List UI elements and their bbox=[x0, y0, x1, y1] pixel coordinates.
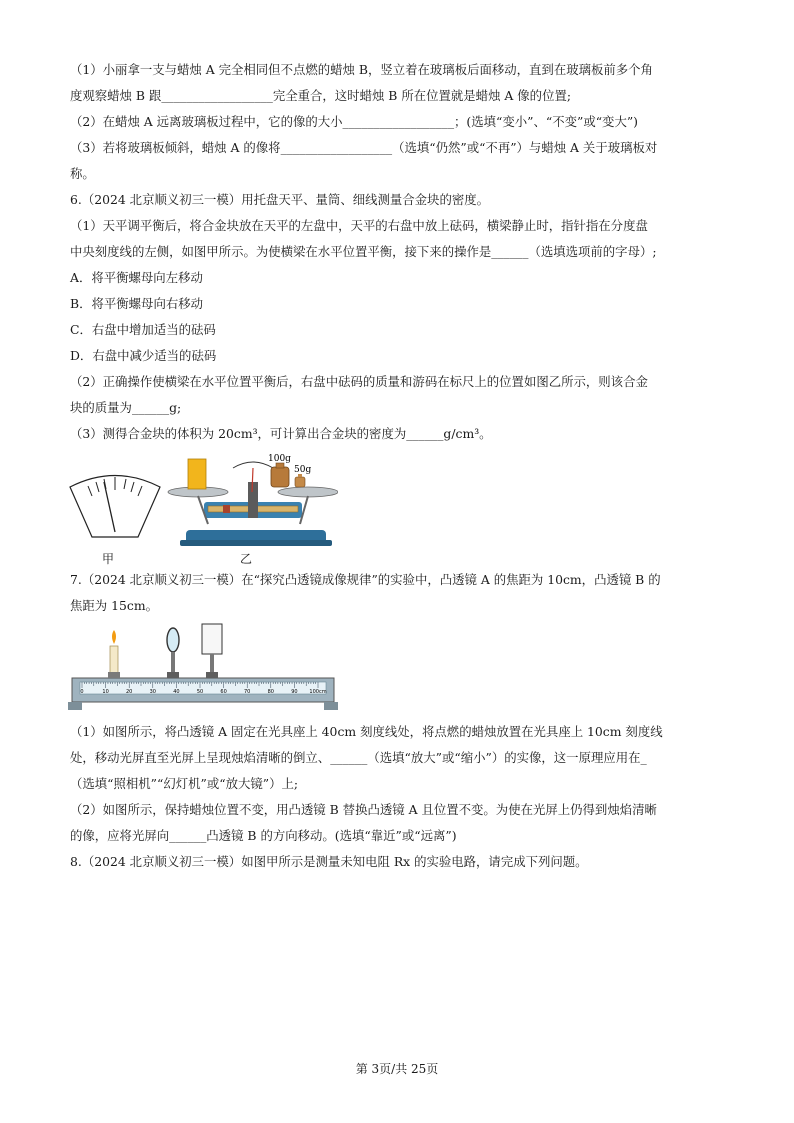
light-screen bbox=[202, 624, 222, 678]
tick-label: 20 bbox=[126, 689, 133, 695]
tick-label: 90 bbox=[291, 689, 298, 695]
tick-label: 70 bbox=[244, 689, 251, 695]
option-d: D．右盘中减少适当的砝码 bbox=[70, 348, 217, 363]
tick-label: 10 bbox=[102, 689, 109, 695]
text-line: （1）天平调平衡后，将合金块放在天平的左盘中，天平的右盘中放上砝码，横梁静止时，指针指在分度盘 bbox=[70, 218, 648, 233]
question-6-heading: 6.（2024 北京顺义初三一模）用托盘天平、量筒、细线测量合金块的密度。 bbox=[70, 192, 490, 207]
text-line: （1）如图所示，将凸透镜 A 固定在光具座上 40cm 刻度线处，将点燃的蜡烛放置在光具座上 10cm 刻度线 bbox=[70, 724, 663, 739]
text-line: 中央刻度线的左侧，如图甲所示。为使横梁在水平位置平衡，接下来的操作是______（选填选项前的字母）; bbox=[70, 244, 657, 259]
text-line: （1）小丽拿一支与蜡烛 A 完全相同但不点燃的蜡烛 B，竖立着在玻璃板后面移动，直到在玻璃板前多个角 bbox=[70, 62, 653, 77]
question-7-heading: 7.（2024 北京顺义初三一模）在“探究凸透镜成像规律”的实验中，凸透镜 A 的焦距为 10cm，凸透镜 B 的 bbox=[70, 572, 661, 587]
weight-50-label: 50g bbox=[294, 465, 312, 475]
optical-bench-illustration bbox=[68, 620, 338, 712]
balance bbox=[168, 454, 338, 546]
tick-label: 60 bbox=[220, 689, 227, 695]
question-8-heading: 8.（2024 北京顺义初三一模）如图甲所示是测量未知电阻 Rx 的实验电路，请完成下列问题。 bbox=[70, 854, 588, 869]
weight-100-label: 100g bbox=[268, 454, 291, 464]
text-line: 度观察蜡烛 B 跟__________________完全重合，这时蜡烛 B 所在位置就是蜡烛 A 像的位置; bbox=[70, 88, 572, 103]
text-line: 块的质量为______g; bbox=[70, 400, 182, 415]
page-footer: 第 3页/共 25页 bbox=[355, 1062, 439, 1076]
tick-label: 100cm bbox=[309, 689, 327, 695]
pointer-dial bbox=[70, 476, 160, 538]
text-line: （选填“照相机”“幻灯机”或“放大镜”）上; bbox=[70, 776, 299, 791]
tick-label: 50 bbox=[196, 689, 204, 695]
text-line: （2）正确操作使横梁在水平位置平衡后，右盘中砝码的质量和游码在标尺上的位置如图乙所示，则该合金 bbox=[70, 374, 648, 389]
tick-label: 30 bbox=[149, 689, 156, 695]
option-a: A．将平衡螺母向左移动 bbox=[70, 270, 203, 285]
candle bbox=[108, 630, 120, 678]
text-line: 称。 bbox=[70, 166, 95, 181]
tick-label: 40 bbox=[173, 689, 180, 695]
caption-yi: 乙 bbox=[240, 552, 253, 566]
caption-jia: 甲 bbox=[102, 552, 115, 566]
text-line: （2）在蜡烛 A 远离玻璃板过程中，它的像的大小__________________；(选填“变小”、“不变”或“变大”) bbox=[70, 114, 639, 129]
option-b: B．将平衡螺母向右移动 bbox=[70, 296, 204, 311]
convex-lens bbox=[167, 628, 179, 678]
text-line: （2）如图所示，保持蜡烛位置不变，用凸透镜 B 替换凸透镜 A 且位置不变。为使在光屏上仍得到烛焰清晰 bbox=[70, 802, 657, 817]
text-line: （3）若将玻璃板倾斜，蜡烛 A 的像将__________________（选填“仍然”或“不再”）与蜡烛 A 关于玻璃板对 bbox=[70, 140, 658, 155]
tick-label: 0 bbox=[80, 689, 84, 695]
text-line: 的像，应将光屏向______凸透镜 B 的方向移动。(选填“靠近”或“远离”) bbox=[70, 828, 457, 843]
text-line: （3）测得合金块的体积为 20cm³，可计算出合金块的密度为______g/cm³。 bbox=[70, 426, 492, 441]
optical-bench-figure bbox=[68, 620, 338, 712]
text-line: 处，移动光屏直至光屏上呈现烛焰清晰的倒立、______（选填“放大”或“缩小”）的实像，这一原理应用在_ bbox=[70, 750, 647, 765]
balance-figure bbox=[68, 452, 338, 567]
text-line: 焦距为 15cm。 bbox=[70, 598, 158, 613]
option-c: C．右盘中增加适当的砝码 bbox=[70, 322, 216, 337]
tick-label: 80 bbox=[267, 689, 274, 695]
